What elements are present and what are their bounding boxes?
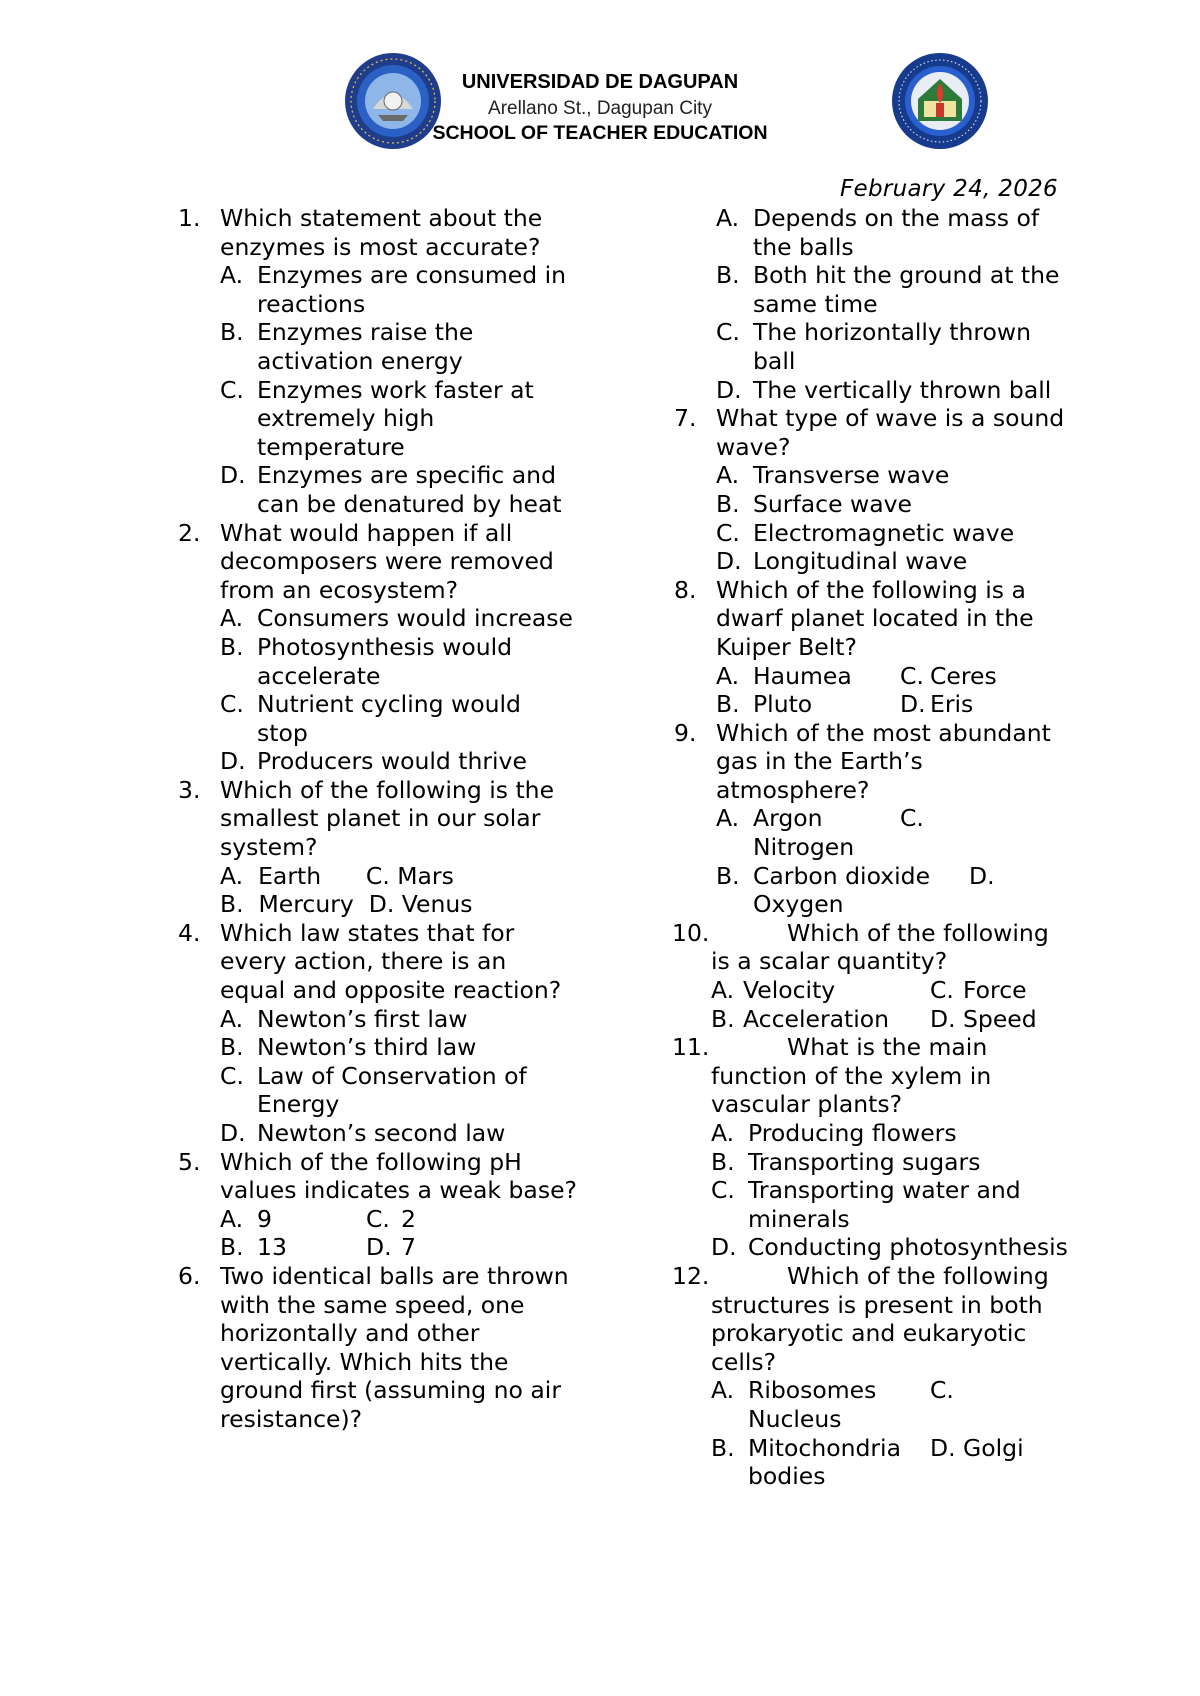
- option-d: D. The vertically thrown ball: [716, 375, 1052, 404]
- option-a: A. Depends on the mass of the balls: [716, 204, 1040, 261]
- option-row-1-cont: Nucleus: [748, 1404, 842, 1433]
- option-d: D. Newton’s second law: [220, 1119, 506, 1147]
- question-number: 12.: [672, 1261, 710, 1290]
- question-6: [178, 1262, 578, 1434]
- question-2: [178, 519, 578, 776]
- option-row-1: A. Argon C.: [716, 804, 924, 833]
- option-b: B. Photosynthesis would accelerate: [220, 632, 513, 690]
- option-b: B. Both hit the ground at the same time: [716, 261, 1060, 318]
- document-header: [0, 0, 1200, 160]
- question-text: What would happen if all decomposers were removed from an ecosystem?: [220, 518, 554, 604]
- question-text: Which of the following pH values indicates a weak base?: [220, 1147, 577, 1205]
- option-row-2: B. Acceleration D. Speed: [711, 1004, 1037, 1033]
- exam-date: February 24, 2026: [839, 176, 1058, 202]
- school-name: SCHOOL OF TEACHER EDUCATION: [432, 122, 768, 144]
- question-text-first: Which of the following: [787, 918, 1049, 947]
- option-row-2-cont: bodies: [748, 1462, 826, 1491]
- question-12: [674, 1262, 1074, 1491]
- question-number: 2.: [178, 518, 201, 547]
- question-9: [674, 719, 1074, 919]
- question-11: [674, 1033, 1074, 1262]
- question-text-first: What is the main: [787, 1033, 988, 1062]
- option-row-2: B. 13 D. 7: [220, 1233, 416, 1262]
- question-3: [178, 776, 578, 919]
- question-number: 6.: [178, 1261, 201, 1290]
- option-c: C. Law of Conservation of Energy: [220, 1061, 527, 1119]
- university-address: Arellano St., Dagupan City: [488, 98, 712, 119]
- option-c: C. Transporting water and minerals: [711, 1176, 1021, 1233]
- option-d: D. Longitudinal wave: [716, 547, 968, 576]
- option-row-1: A. 9 C. 2: [220, 1204, 416, 1233]
- option-b: B. Newton’s third law: [220, 1033, 477, 1062]
- question-8: [674, 576, 1074, 719]
- option-d: D. Producers would thrive: [220, 747, 527, 776]
- question-6-options: [674, 204, 1074, 404]
- question-1: [178, 204, 578, 519]
- question-number: 1.: [178, 204, 201, 232]
- option-b: B. Surface wave: [716, 489, 912, 518]
- option-c: C. The horizontally thrown ball: [716, 318, 1032, 375]
- question-text: Which statement about the enzymes is most accurate?: [220, 204, 543, 261]
- option-d: D. Conducting photosynthesis: [711, 1233, 1068, 1262]
- option-b: B. Transporting sugars: [711, 1147, 981, 1176]
- option-row-1: A. Velocity C. Force: [711, 976, 1027, 1005]
- option-row-1-cont: Nitrogen: [753, 833, 855, 862]
- option-d: D. Enzymes are specific and can be denatured by heat: [220, 461, 562, 518]
- question-text: Which of the following is the smallest planet in our solar system?: [220, 775, 555, 862]
- question-4: [178, 919, 578, 1148]
- left-column: [178, 204, 578, 1434]
- question-7: [674, 404, 1074, 576]
- option-row-2: B. Carbon dioxide D.: [716, 861, 995, 890]
- option-row-2: B. Mitochondria D. Golgi: [711, 1433, 1024, 1462]
- question-number: 11.: [672, 1033, 710, 1062]
- question-text-first: Which of the following: [787, 1261, 1049, 1290]
- right-column: [674, 204, 1074, 1491]
- option-a: A. Transverse wave: [716, 461, 950, 490]
- option-row-2: B. Mercury D. Venus: [220, 890, 473, 919]
- university-name: UNIVERSIDAD DE DAGUPAN: [461, 71, 739, 93]
- question-text: structures is present in both prokaryotic and eukaryotic cells?: [711, 1290, 1043, 1376]
- question-number: 4.: [178, 918, 201, 947]
- question-text: is a scalar quantity?: [711, 947, 948, 976]
- question-number: 7.: [674, 404, 697, 433]
- option-a: A. Enzymes are consumed in reactions: [220, 261, 567, 318]
- option-c: C. Enzymes work faster at extremely high temperature: [220, 375, 534, 461]
- option-a: A. Consumers would increase: [220, 604, 573, 633]
- option-row-1: A. Earth C. Mars: [220, 861, 454, 890]
- question-text: function of the xylem in vascular plants?: [711, 1061, 992, 1119]
- question-number: 3.: [178, 775, 201, 804]
- question-5: [178, 1148, 578, 1262]
- option-a: A. Producing flowers: [711, 1119, 957, 1147]
- question-text: Which of the most abundant gas in the Earth’s atmosphere?: [716, 718, 1051, 804]
- question-number: 5.: [178, 1147, 201, 1176]
- option-row-2-cont: Oxygen: [753, 890, 844, 919]
- option-row-2: B. Pluto D. Eris: [716, 690, 974, 719]
- question-number: 8.: [674, 575, 697, 604]
- question-text: Two identical balls are thrown with the same speed, one horizontally and other vertically. Which hits the ground first (assuming no air resistance)?: [220, 1261, 569, 1433]
- option-row-1: A. Ribosomes C.: [711, 1376, 954, 1405]
- option-b: B. Enzymes raise the activation energy: [220, 318, 474, 375]
- question-text: Which of the following is a dwarf planet located in the Kuiper Belt?: [716, 575, 1034, 661]
- option-row-1: A. Haumea C. Ceres: [716, 661, 997, 690]
- question-number: 9.: [674, 718, 697, 747]
- option-a: A. Newton’s first law: [220, 1004, 468, 1033]
- question-number: 10.: [672, 918, 710, 947]
- question-text: What type of wave is a sound wave?: [716, 404, 1065, 461]
- option-c: C. Nutrient cycling would stop: [220, 690, 521, 747]
- question-10: [674, 919, 1074, 1033]
- question-text: Which law states that for every action, there is an equal and opposite reaction?: [220, 918, 562, 1005]
- option-c: C. Electromagnetic wave: [716, 518, 1015, 547]
